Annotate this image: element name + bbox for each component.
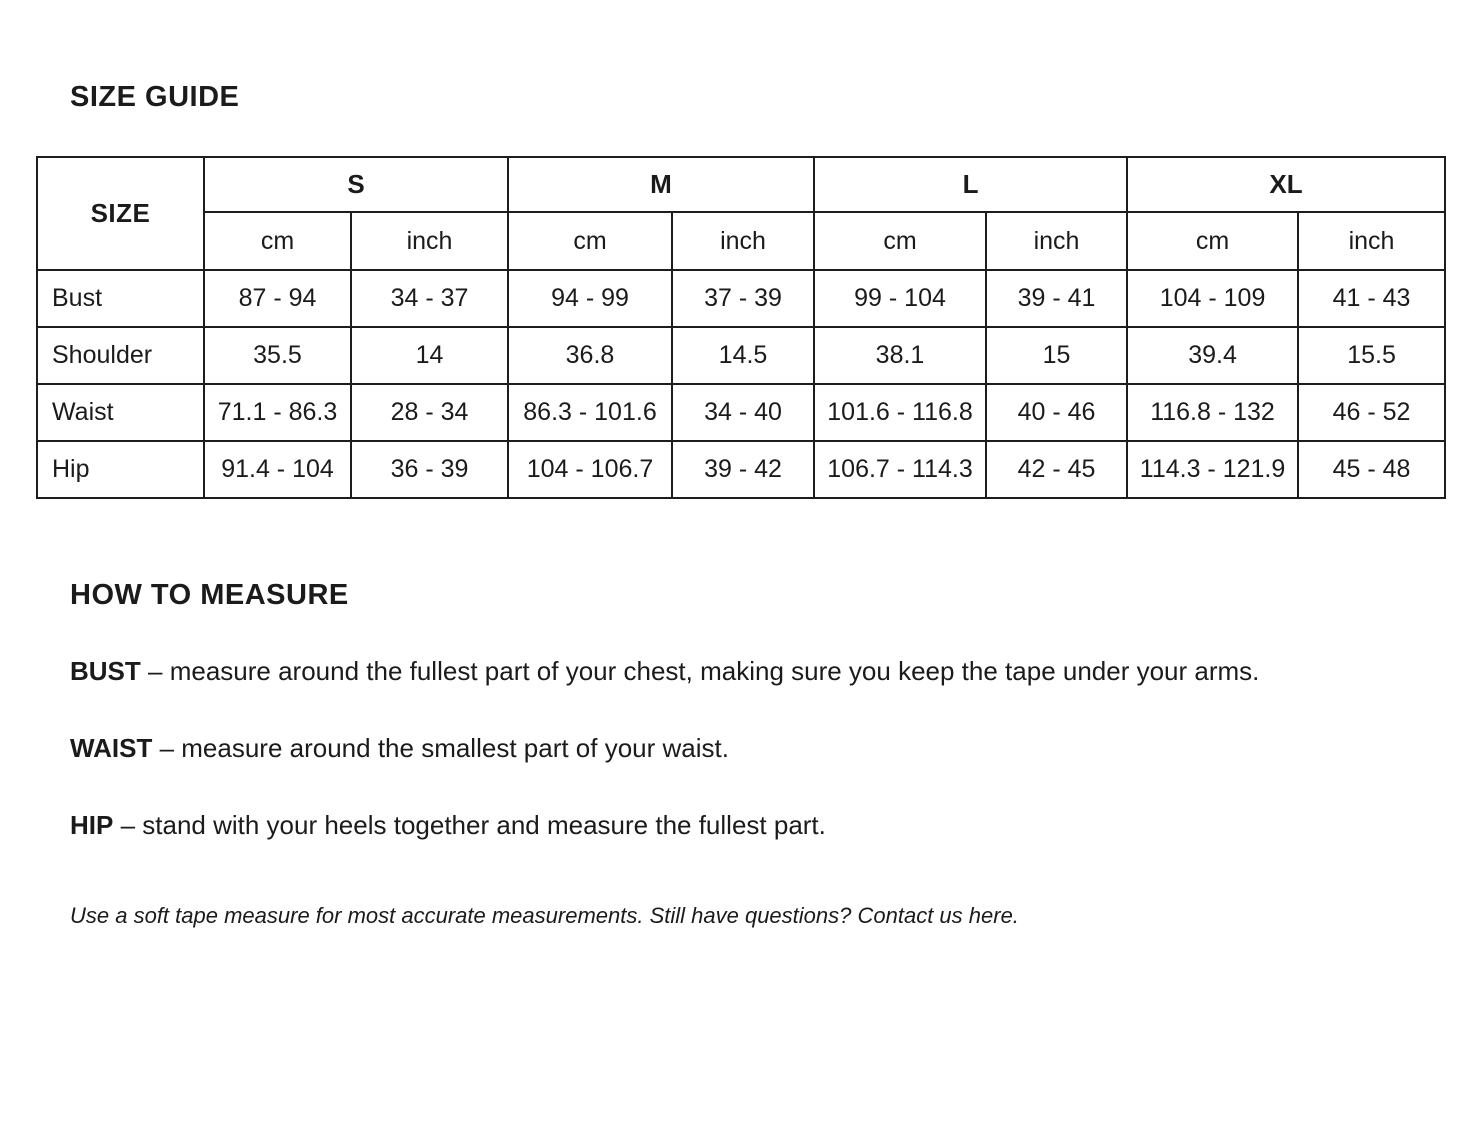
row-label-waist: Waist	[37, 384, 204, 441]
table-cell: 99 - 104	[814, 270, 986, 327]
table-cell: 46 - 52	[1298, 384, 1445, 441]
table-cell: 37 - 39	[672, 270, 814, 327]
table-cell: 101.6 - 116.8	[814, 384, 986, 441]
instruction-term-waist: WAIST	[70, 733, 153, 763]
table-cell: 38.1	[814, 327, 986, 384]
instruction-waist	[70, 723, 1390, 774]
instruction-text-waist: – measure around the smallest part of your waist.	[159, 733, 729, 763]
table-cell: 91.4 - 104	[204, 441, 351, 498]
unit-header-row	[37, 212, 1445, 270]
unit-header-cm: cm	[508, 212, 672, 270]
size-guide-page	[0, 82, 1480, 1132]
instruction-bust	[70, 646, 1390, 697]
unit-header-cm: cm	[814, 212, 986, 270]
unit-header-inch: inch	[986, 212, 1127, 270]
unit-header-cm: cm	[204, 212, 351, 270]
instruction-hip	[70, 800, 1390, 851]
table-cell: 106.7 - 114.3	[814, 441, 986, 498]
table-cell: 28 - 34	[351, 384, 508, 441]
table-cell: 39.4	[1127, 327, 1298, 384]
row-label-shoulder: Shoulder	[37, 327, 204, 384]
table-cell: 15	[986, 327, 1127, 384]
table-cell: 41 - 43	[1298, 270, 1445, 327]
table-cell: 45 - 48	[1298, 441, 1445, 498]
table-cell: 14	[351, 327, 508, 384]
instruction-term-bust: BUST	[70, 656, 141, 686]
table-cell: 14.5	[672, 327, 814, 384]
table-cell: 36.8	[508, 327, 672, 384]
measure-instructions	[70, 646, 1390, 851]
table-cell: 34 - 40	[672, 384, 814, 441]
table-cell: 40 - 46	[986, 384, 1127, 441]
instruction-text-hip: – stand with your heels together and measure the fullest part.	[120, 810, 826, 840]
size-table	[36, 156, 1446, 499]
how-to-measure-title: HOW TO MEASURE	[70, 579, 349, 611]
table-cell: 86.3 - 101.6	[508, 384, 672, 441]
table-cell: 42 - 45	[986, 441, 1127, 498]
table-row-bust	[37, 270, 1445, 327]
table-cell: 104 - 109	[1127, 270, 1298, 327]
table-cell: 39 - 41	[986, 270, 1127, 327]
table-cell: 34 - 37	[351, 270, 508, 327]
table-row-waist	[37, 384, 1445, 441]
table-cell: 116.8 - 132	[1127, 384, 1298, 441]
table-cell: 94 - 99	[508, 270, 672, 327]
table-cell: 87 - 94	[204, 270, 351, 327]
size-table-corner-label: SIZE	[37, 157, 204, 270]
table-cell: 114.3 - 121.9	[1127, 441, 1298, 498]
table-row-hip	[37, 441, 1445, 498]
size-header-row	[37, 157, 1445, 212]
table-cell: 35.5	[204, 327, 351, 384]
unit-header-inch: inch	[351, 212, 508, 270]
table-row-shoulder	[37, 327, 1445, 384]
instruction-text-bust: – measure around the fullest part of your chest, making sure you keep the tape under your arms.	[148, 656, 1260, 686]
table-cell: 15.5	[1298, 327, 1445, 384]
footer-note: Use a soft tape measure for most accurate measurements. Still have questions? Contact us here.	[70, 903, 1019, 928]
instruction-term-hip: HIP	[70, 810, 114, 840]
row-label-bust: Bust	[37, 270, 204, 327]
page-title: SIZE GUIDE	[70, 81, 240, 113]
row-label-hip: Hip	[37, 441, 204, 498]
size-col-header-xl: XL	[1127, 157, 1445, 212]
size-col-header-l: L	[814, 157, 1127, 212]
unit-header-cm: cm	[1127, 212, 1298, 270]
table-cell: 36 - 39	[351, 441, 508, 498]
table-cell: 39 - 42	[672, 441, 814, 498]
table-cell: 104 - 106.7	[508, 441, 672, 498]
table-cell: 71.1 - 86.3	[204, 384, 351, 441]
unit-header-inch: inch	[1298, 212, 1445, 270]
size-col-header-s: S	[204, 157, 508, 212]
unit-header-inch: inch	[672, 212, 814, 270]
size-col-header-m: M	[508, 157, 814, 212]
